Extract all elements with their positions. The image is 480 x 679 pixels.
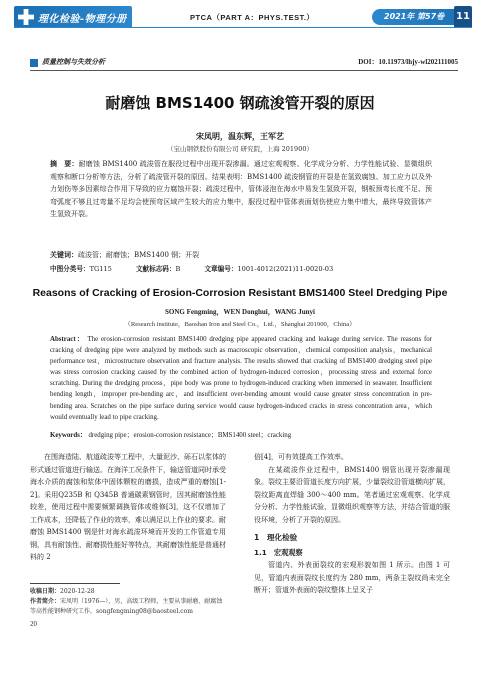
authors-chinese: 宋凤明，温东辉，王军艺 bbox=[196, 132, 284, 141]
authors-english: SONG Fengming，WEN Donghui，WANG Junyi bbox=[165, 308, 315, 316]
category-divider bbox=[30, 70, 458, 71]
author-bio-label: 作者简介： bbox=[30, 598, 61, 605]
doi: DOI：10.11973/lhjy-wl202111005 bbox=[358, 58, 458, 66]
body-paragraph: 在围海造陆、航道疏浚等工程中，大量泥沙、砾石以浆体的形式通过管道进行输送。在海洋工况条件下，输送管道同时承受海水介质的腐蚀和浆体中固体颗粒的磨损，造成严重的磨蚀[1-2]。采用Q235B 和 Q345B 普通碳素钢管时，因其耐磨蚀性能较差，使用过程中需要频繁调换管体或维修[3]，这不仅增加了工作成本，还降低了作业的效率，难以满足以上作业的要求。耐磨蚀 BMS1400 钢是针对海水疏浚环境而开发的工作管道专用钢，具有耐蚀性、耐磨损性能好等特点，其耐磨蚀性能是普通材料的 2 bbox=[30, 453, 226, 561]
body-paragraph: 管道内、外表面裂纹的宏观形貌如图 1 所示。由图 1 可见，管道内表面裂纹长度约为 280 mm，两条主裂纹尚未完全断开；管道外表面的裂纹整体上呈叉子 bbox=[254, 561, 450, 594]
article-number-label: 文章编号： bbox=[204, 265, 238, 273]
category-row bbox=[30, 57, 458, 69]
subsection-heading: 1.1 宏观观察 bbox=[254, 547, 303, 557]
keywords-chinese bbox=[50, 250, 432, 260]
journal-logo-text: 理化检验-物理分册 bbox=[38, 14, 127, 25]
abstract-english-text: The erosion-corrosion resistant BMS1400 dredging pipe appeared cracking and leakage during service. The reasons for cracking of dredging pipe were analyzed by methods such as macroscopic observation，chemical composition analysis，mechanical performance test，microstructure observation and fracture analysis. The results showed that cracking of BMS1400 dredging steel pipe was stress corrosion cracking caused by the combined action of hydrogen-induced corrosion，processing stress and external force scratching. During the dredging process，pipe body was prone to hydrogen-induced cracking when immersed in seawater. Insufficient bending length，improper pre-bending arc，and insufficient over-bending amount would cause greater stress concentration in pre-bending area. Scratches on the pipe surface during service would cause hydrogen-induced cracks in stress concentration area，which would eventually lead to pipe cracking. bbox=[50, 336, 432, 421]
body-column-right bbox=[254, 451, 450, 597]
clc-value: TG115 bbox=[89, 265, 112, 273]
doc-code-label: 文献标志码： bbox=[135, 265, 176, 273]
page-number: 20 bbox=[30, 620, 37, 628]
keywords-english-text: dredging pipe；erosion-corrosion resistance；BMS1400 steel；cracking bbox=[88, 432, 292, 439]
category-label: 质量控制与失效分析 bbox=[42, 58, 105, 66]
footnote-divider bbox=[30, 583, 120, 584]
classification-row bbox=[50, 263, 432, 273]
abstract-english bbox=[50, 334, 432, 423]
footnote bbox=[30, 587, 226, 617]
abstract-chinese-label: 摘 要： bbox=[50, 160, 79, 168]
journal-title: PTCA（PART A：PHYS.TEST.） bbox=[190, 13, 315, 22]
journal-logo bbox=[14, 6, 132, 28]
plus-logo-icon bbox=[18, 9, 34, 25]
abstract-english-label: Abstract： bbox=[50, 336, 85, 343]
doc-code-value: B bbox=[175, 265, 181, 273]
article-number-value: 1001-4012(2021)11-0020-03 bbox=[237, 265, 334, 273]
abstract-chinese-text: 耐磨蚀 BMS1400 疏浚管在服役过程中出现开裂渗漏。通过宏观观察、化学成分分析、力学性能试验、显微组织观察和断口分析等方法，分析了疏浚管开裂的原因。结果表明：BMS1400 疏浚钢管的开裂是在氢致腐蚀、加工应力以及外力划伤等多因素综合作用下导致的应力腐蚀开裂；疏浚过程中，管体浸泡在海水中易发生氢致开裂，钢板预弯长度不足、预弯弧度不够且过弯量不足均会使预弯区域产生较大的应力集中，服役过程中管体表面划伤使应力集中增大，最终导致管体产生氢致开裂。 bbox=[50, 160, 433, 219]
header-divider bbox=[14, 27, 472, 28]
received-label: 收稿日期： bbox=[30, 588, 61, 595]
affiliation-chinese: （宝山钢铁股份有限公司 研究院，上海 201900） bbox=[167, 145, 313, 153]
body-paragraph: 在某疏浚作业过程中，BMS1400 钢管出现开裂渗漏现象。裂纹主要沿管道长度方向扩展，少量裂纹沿管道横向扩展，裂纹距离直焊缝 300～400 mm。笔者通过宏观观察、化学成分分析、力学性能试验、显微组织观察等方法，并结合管道的服役环境，分析了开裂的原因。 bbox=[254, 465, 450, 524]
received-date: 2020-12-28 bbox=[60, 588, 95, 595]
clc-label: 中图分类号： bbox=[50, 265, 90, 273]
category-square-icon bbox=[30, 59, 38, 67]
keywords-chinese-text: 疏浚管；耐磨蚀；BMS1400 钢；开裂 bbox=[78, 251, 200, 259]
issue-badge: 11 bbox=[454, 6, 472, 28]
body-paragraph: 倍[4]，可有效提高工作效率。 bbox=[254, 453, 348, 461]
affiliation-english: （Research institute，Baoshan Iron and Steel Co.，Ltd.，Shanghai 201900，China） bbox=[124, 321, 356, 328]
journal-header bbox=[0, 6, 480, 28]
body-column-left bbox=[30, 451, 226, 564]
author-bio: 宋凤明（1976—），男，高级工程师，主要从事耐磨、耐腐蚀等高性能钢种研究工作，songfengming08@baosteel.com bbox=[30, 598, 223, 615]
keywords-chinese-label: 关键词： bbox=[50, 251, 78, 259]
title-chinese: 耐磨蚀 BMS1400 钢疏浚管开裂的原因 bbox=[105, 94, 375, 112]
section-heading: 1 理化检验 bbox=[254, 533, 298, 542]
year-volume-text: 2021年 第57卷 bbox=[384, 12, 445, 21]
keywords-english-label: Keywords： bbox=[50, 432, 87, 439]
keywords-english bbox=[50, 429, 432, 439]
abstract-chinese bbox=[50, 158, 432, 221]
title-english: Reasons of Cracking of Erosion-Corrosion Resistant BMS1400 Steel Dredging Pipe bbox=[32, 287, 448, 299]
